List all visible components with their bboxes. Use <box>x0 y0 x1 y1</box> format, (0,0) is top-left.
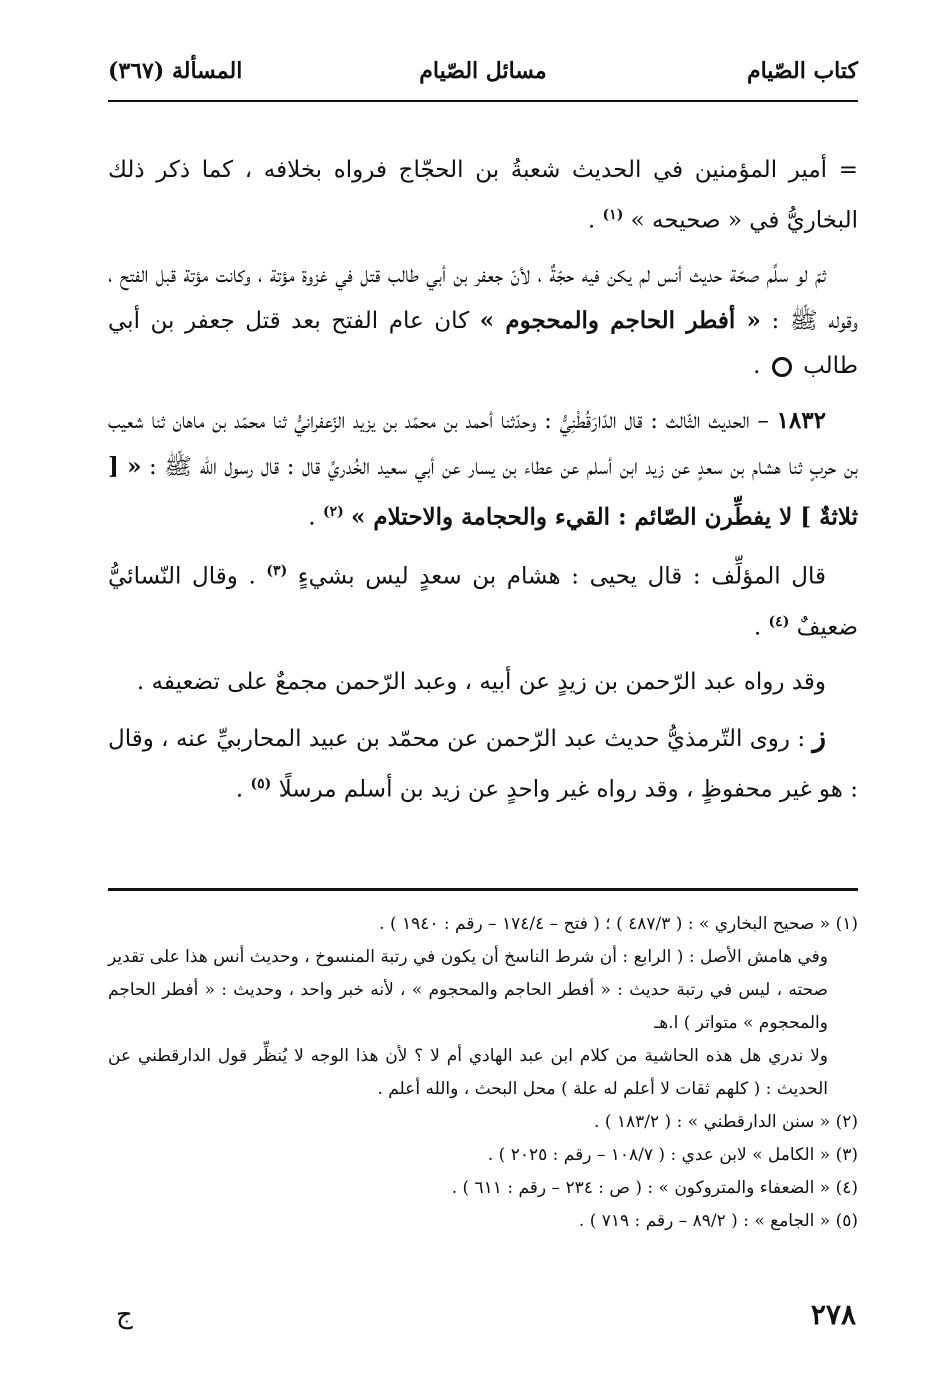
paragraph-2: ثمّ لو سلِّم صحّة حديث أنس لم يكن فيه حجّةٌ ، لأنّ جعفر بن أبي طالب قتل في غزوة مؤتة ، وكانت مؤتة قبل الفتح ، وقوله ﷺ : « أفطر الحاجم والمحجوم » كان عام الفتح بعد قتل جعفر بن أبي طالب . <box>108 261 858 379</box>
chapter-title: مسائل الصّيام <box>419 58 547 84</box>
footnote-3: (٣) « الكامل » لابن عدي : ( ١٠٨/٧ – رقم : ٢٠٢٥ ) . <box>487 1145 858 1165</box>
paragraph-4: قال المؤلِّف : قال يحيى : هشام بن سعدٍ ليس بشيءٍ $^{(٣)}$ . وقال النّسائيُّ ضعيفٌ $^{(٤)}$ . <box>108 563 858 641</box>
hadith-number: ١٨٣٢ <box>776 406 826 434</box>
paragraph-5: وقد رواه عبد الرّحمن بن زيدٍ عن أبيه ، وعبد الرّحمن مجمعٌ على تضعيفه . <box>136 668 826 695</box>
footnote-ref-4: (٤) <box>768 613 790 630</box>
issue-number: المسألة (٣٦٧) <box>108 58 243 84</box>
footnote-2: (٢) « سنن الدارقطني » : ( ١٨٣/٢ ) . <box>594 1112 858 1132</box>
paragraph-6: ز : روى التّرمذيُّ حديث عبد الرّحمن عن محمّد بن عبيد المحاربيِّ عنه ، وقال : هو غير محفوظٍ ، وقد رواه غير واحدٍ عن زيد بن أسلم مرسلًا $^{(٥)}$ . <box>108 719 858 803</box>
page-signature-mark: ج <box>116 1300 133 1330</box>
paragraph-1: = أمير المؤمنين في الحديث شعبةُ بن الحجّاج فرواه بخلافه ، كما ذكر ذلك البخاريُّ في « صحيحه » $^{(١)}$ . <box>108 157 858 234</box>
hadith-quote: « أفطر الحاجم والمحجوم » <box>479 306 761 334</box>
footnote-ref-2: (٢) <box>322 503 344 520</box>
circle-icon <box>772 357 792 377</box>
running-header <box>108 58 858 98</box>
header-rule <box>108 100 858 102</box>
footnote-ref-3: (٣) <box>266 563 288 580</box>
paragraph-3: ١٨٣٢ – الحديث الثّالث : قال الدّارَقُطْنِيُّ : وحدّثنا أحمد بن محمّد بن يزيد الزّعفرانيُّ ثنا محمّد بن ماهان ثنا شعيب بن حربٍ ثنا هشام بن سعدٍ عن زيد ابن أسلم عن عطاء بن يسار عن أبي سعيد الخُدريِّ قال : قال رسول الله ﷺ : « [ ثلاثةٌ ] لا يفطِّرن الصّائم : القيء والحجامة والاحتلام » $^{(٢)}$ . <box>108 406 859 531</box>
footnote-5: (٥) « الجامع » : ( ٨٩/٢ – رقم : ٧١٩ ) . <box>578 1211 858 1231</box>
footnote-1: (١) « صحيح البخاري » : ( ٤٨٧/٣ ) ؛ ( فتح – ١٧٤/٤ – رقم : ١٩٤٠ ) . <box>379 914 858 934</box>
book-title: كتاب الصّيام <box>746 58 858 84</box>
main-text <box>108 148 858 821</box>
footnote-1-comment: ولا ندري هل هذه الحاشية من كلام ابن عبد الهادي أم لا ؟ لأن هذا الوجه لا يُنظِّر قول الدارقطني عن الحديث : ( كلهم ثقات لا أعلم له علة ) محل البحث ، والله أعلم . <box>108 1046 828 1099</box>
footnote-rule <box>108 888 858 891</box>
footnote-ref-1: (١) <box>602 207 624 223</box>
hadith-quote-2: « [ ثلاثةٌ ] لا يفطِّرن الصّائم : القيء والحجامة والاحتلام » <box>108 452 858 531</box>
footnote-1-note: وفي هامش الأصل : ( الرابع : أن شرط الناسخ أن يكون في رتبة المنسوخ ، وحديث أنس هذا على تقدير صحته ، ليس في رتبة حديث : « أفطر الحاجم والمحجوم » ، لأنه خبر واحد ، وحديث : « أفطر الحاجم والمحجوم » متواتر ) ا.هـ <box>108 947 828 1033</box>
footnotes <box>108 908 858 1238</box>
footnote-4: (٤) « الضعفاء والمتروكون » : ( ص : ٢٣٤ – رقم : ٦١١ ) . <box>451 1178 858 1198</box>
page-number: ٢٧٨ <box>810 1298 856 1331</box>
footnote-ref-5: (٥) <box>250 775 272 792</box>
zawaid-mark: ز <box>812 719 826 753</box>
